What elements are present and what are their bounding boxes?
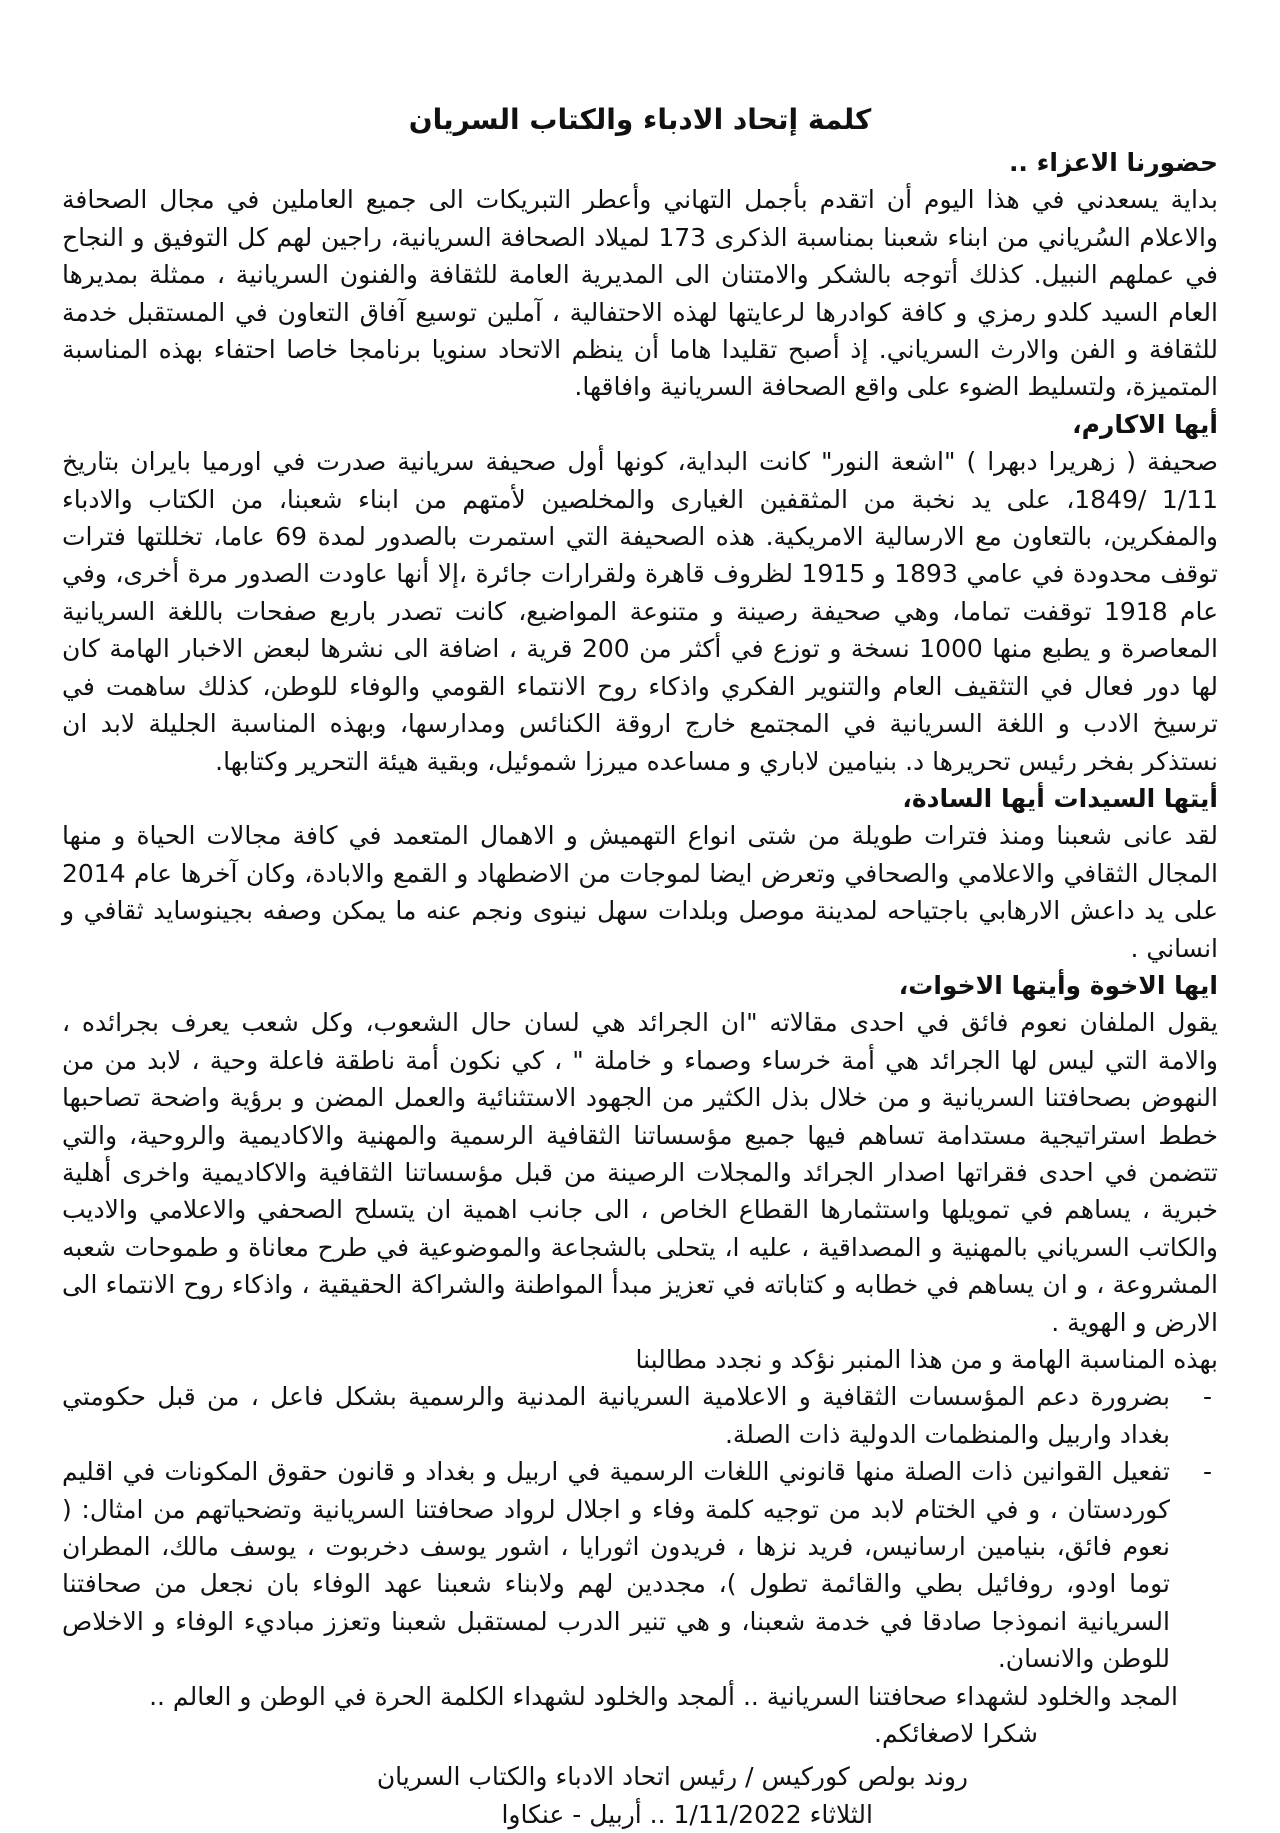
section-greeting (62, 144, 1218, 406)
section-heading: أيها الاكارم، (1072, 409, 1218, 439)
section-suffering (62, 780, 1218, 967)
signature-date: الثلاثاء 1/11/2022 .. أربيل - عنكاوا (501, 1799, 873, 1829)
section-call (62, 967, 1218, 1378)
dash-bullet: - (1202, 1457, 1212, 1487)
section-heading: حضورنا الاعزاء .. (1008, 148, 1218, 177)
paragraph: صحيفة ( زهريرا دبهرا ) "اشعة النور" كانت البداية، كونها أول صحيفة سريانية صدرت في اورميا بايران بتاريخ 1/11 /1849، على يد نخبة من المثقفين الغيارى والمخلصين لأمتهم من ابناء شعبنا، من الكتاب والادباء والمفكرين، بالتعاون مع الارسالية الامريكية. هذه الصحيفة التي استمرت بالصدور لمدة 69 عاما، تخللتها فترات توقف محدودة في عامي 1893 و 1915 لظروف قاهرة ولقرارات جائرة ،إلا أنها عاودت الصدور مرة أخرى، وفي عام 1918 توقفت تماما، وهي صحيفة رصينة و متنوعة المواضيع، كانت تصدر باربع صفحات باللغة السريانية المعاصرة و يطبع منها 1000 نسخة و توزع في أكثر من 200 قرية ، اضافة الى نشرها لبعض الاخبار الهامة كان لها دور فعال في التثقيف العام والتنوير الفكري واذكاء روح الانتماء القومي والوفاء للوطن، كذلك ساهمت في ترسيخ الادب و اللغة السريانية في المجتمع خارج اروقة الكنائس ومدارسها، وبهذه المناسبة الجليلة لابد ان نستذكر بفخر رئيس تحريرها د. بنيامين لاباري و مساعده ميرزا شموئيل، وبقية هيئة التحرير وكتابها. (62, 447, 1219, 776)
section-heading: ايها الاخوة وأيتها الاخوات، (898, 970, 1218, 1000)
thanks-line: شكرا لاصغائكم. (874, 1719, 1038, 1749)
section-history (62, 406, 1218, 780)
closing-line: المجد والخلود لشهداء صحافتنا السريانية .. ألمجد والخلود لشهداء الكلمة الحرة في الوطن و العالم .. (149, 1681, 1178, 1711)
signature-name: روند بولص كوركيس / رئيس اتحاد الادباء والكتاب السريان (376, 1762, 968, 1792)
dash-bullet: - (1202, 1382, 1212, 1412)
list-item-text: بضرورة دعم المؤسسات الثقافية و الاعلامية السريانية المدنية والرسمية بشكل فاعل ، من قبل حكومتي بغداد واربيل والمنظمات الدولية ذات الصلة. (62, 1382, 1170, 1449)
document-page (62, 100, 1218, 1833)
paragraph: يقول الملفان نعوم فائق في احدى مقالاته "ان الجرائد هي لسان حال الشعوب، وكل شعب يعرف بجرائده ، والامة التي ليس لها الجرائد هي أمة خرساء وصماء و خاملة " ، كي نكون أمة ناطقة فاعلة وحية ، لابد من من النهوض بصحافتنا السريانية و من خلال بذل الكثير من الجهود الاستثنائية والعمل المضن و برؤية واضحة تصاحبها خطط استراتيجية مستدامة تساهم فيها جميع مؤسساتنا الثقافية الرسمية والمهنية والاكاديمية والروحية، والتي تتضمن في احدى فقراتها اصدار الجرائد والمجلات الرصينة من قبل مؤسساتنا الثقافية والاكاديمية واخرى أهلية خبرية ، يساهم في تمويلها واستثمارها القطاع الخاص ، الى جانب اهمية ان يتسلح الصحفي والاعلامي والاديب والكاتب السرياني بالمهنية و المصداقية ، عليه ا، يتحلى بالشجاعة والموضوعية في طرح معاناة و طموحات شعبه المشروعة ، و ان يساهم في خطابه و كتاباته في تعزيز مبدأ المواطنة والشراكة الحقيقية ، واذكاء روح الانتماء الى الارض و الهوية . (62, 1008, 1218, 1337)
list-item (62, 1378, 1218, 1453)
list-item-text: تفعيل القوانين ذات الصلة منها قانوني اللغات الرسمية في اربيل و بغداد و قانون حقوق المكونات في اقليم كوردستان ، و في الختام لابد من توجيه كلمة وفاء و اجلال لرواد صحافتنا السريانية وتضحياتهم من امثال: ( نعوم فائق، بنيامين ارسانيس، فريد نزها ، فريدون اثورايا ، اشور يوسف دخربوت ، يوسف مالك، المطران توما اودو، روفائيل بطي والقائمة تطول )، مجددين لهم ولابناء شعبنا عهد الوفاء بان نجعل من صحافتنا السريانية انموذجا صادقا في خدمة شعبنا، و هي تنير الدرب لمستقبل شعبنا وتعزز مباديء الوفاء و الاخلاص للوطن والانسان. (62, 1457, 1170, 1674)
section-heading: أيتها السيدات أيها السادة، (902, 783, 1218, 813)
paragraph: بداية يسعدني في هذا اليوم أن اتقدم بأجمل التهاني وأعطر التبريكات الى جميع العاملين في مجال الصحافة والاعلام السُرياني من ابناء شعبنا بمناسبة الذكرى 173 لميلاد الصحافة السريانية، راجين لهم كل التوفيق و النجاح في عملهم النبيل. كذلك أتوجه بالشكر والامتنان الى المديرية العامة للثقافة والفنون السريانية ، ممثلة بمديرها العام السيد كلدو رمزي و كافة كوادرها لرعايتها لهذه الاحتفالية ، آملين توسيع آفاق التعاون في المستقبل خدمة للثقافة و الفن والارث السرياني. إذ أصبح تقليدا هاما أن ينظم الاتحاد سنويا برنامجا خاصا احتفاء بهذه المناسبة المتميزة، ولتسليط الضوء على واقع الصحافة السريانية وافاقها. (62, 185, 1218, 402)
paragraph: لقد عانى شعبنا ومنذ فترات طويلة من شتى انواع التهميش و الاهمال المتعمد في كافة مجالات الحياة و منها المجال الثقافي والاعلامي والصحافي وتعرض ايضا لموجات من الاضطهاد و القمع والابادة، وكان آخرها عام 2014 على يد داعش الارهابي باجتياحه لمدينة موصل وبلدات سهل نينوى ونجم عنه ما يمكن وصفه بجينوسايد ثقافي و انساني . (62, 821, 1218, 963)
signature-block (62, 1758, 1218, 1833)
paragraph: بهذه المناسبة الهامة و من هذا المنبر نؤكد و نجدد مطالبنا (635, 1345, 1218, 1374)
list-item (62, 1453, 1218, 1677)
demands-list (62, 1378, 1218, 1677)
document-title: كلمة إتحاد الادباء والكتاب السريان (408, 103, 872, 136)
